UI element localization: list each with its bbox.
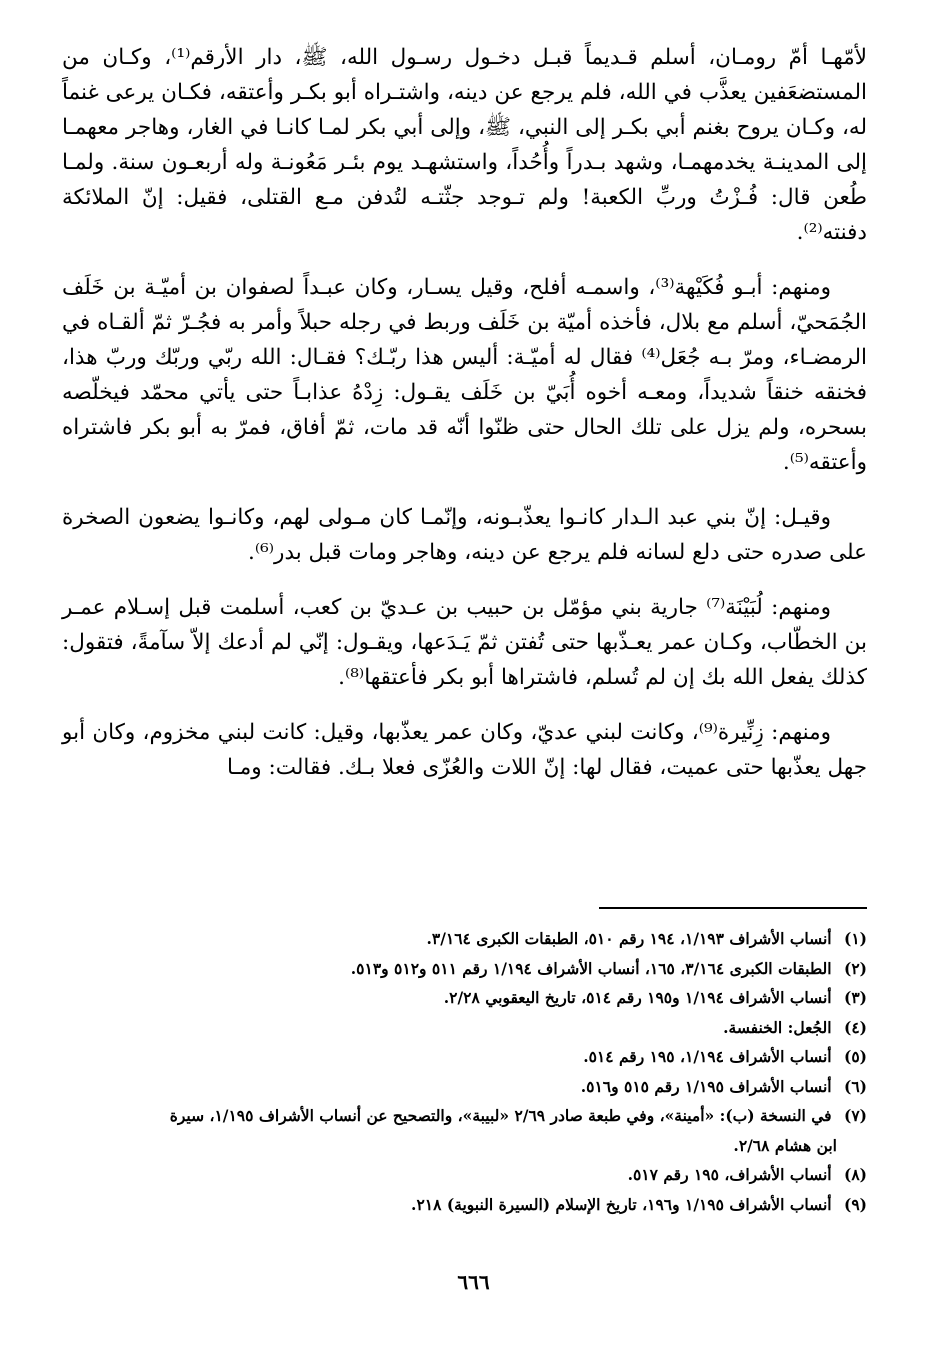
footnote-number: (٥) <box>843 1047 867 1066</box>
page-number: ٦٦٦ <box>457 1270 490 1294</box>
footnotes <box>62 924 867 1219</box>
footnote-6 <box>62 1072 867 1102</box>
footnote-number: (٤) <box>843 1017 867 1037</box>
footnote-text: أنساب الأشراف ١/١٩٣، ١٩٤ رقم ٥١٠، الطبقات الكبرى ٣/١٦٤. <box>426 929 832 948</box>
footnote-3 <box>62 983 867 1013</box>
footnote-text: أنساب الأشراف، ١٩٥ رقم ٥١٧. <box>627 1165 832 1184</box>
footnote-text: الجُعل: الخنفسة. <box>723 1017 832 1037</box>
footnote-1 <box>62 924 867 954</box>
footnote-number: (١) <box>843 929 867 948</box>
footnote-7 <box>62 1101 867 1160</box>
footnote-5 <box>62 1042 867 1072</box>
footnote-text: أنساب الأشراف ١/١٩٥ و١٩٦، تاريخ الإسلام (السيرة النبوية) ٢١٨. <box>411 1194 832 1214</box>
paragraph-4: ومنهم: لُبَيْنَة⁽⁷⁾ جارية بني مؤمّل بن حبيب بن عـديّ بن كعب، أسلمت قبل إسـلام عمـر بن الخطّاب، وكـان عمر يعـذّبها حتى تُفتن ثمّ يَـدَعها، ويقـول: إنّي لم أدعك إلاّ سآمةً، فتقول: كذلك يفعل الله بك إن لم تُسلم، فاشتراها أبو بكر فأعتقها⁽⁸⁾. <box>62 595 867 690</box>
paragraph-5: ومنهم: زِنِّيرة⁽⁹⁾، وكانت لبني عديّ، وكان عمر يعذّبها، وقيل: كانت لبني مخزوم، وكان أبو جهل يعذّبها حتى عميت، فقال لها: إنّ اللات والعُزّى فعلا بـك. فقالت: ومـا <box>62 720 867 780</box>
paragraph-3: وقيـل: إنّ بني عبد الـدار كانـوا يعذّبـونه، وإنّمـا كان مـولى لهم، وكانـوا يضعون الصخرة على صدره حتى دلع لسانه فلم يرجع عن دينه، وهاجر ومات قبل بدر⁽⁶⁾. <box>62 505 867 565</box>
paragraph-1: لأمّهـا أمّ رومـان، أسلم قـديماً قبـل دخـول رسـول الله، ﷺ، دار الأرقم⁽¹⁾، وكـان من المستضعَفين يعذَّب في الله، فلم يرجع عن دينه، واشتـراه أبو بكـر وأعتقه، فكـان يرعى غنماً له، وكـان يروح بغنم أبي بكـر إلى النبي، ﷺ، وإلى أبي بكر لمـا كانـا في الغار، وهاجر معهمـا إلى المدينـة يخدمهمـا، وشهد بـدراً وأُحُداً، واستشهـد يوم بئـر مَعُونـة وله أربعـون سنة. ولمـا طُعن قال: فُـزْتُ وربِّ الكعبة! ولم تـوجد جثّتـه لتُدفن مـع القتلى، فقيل: إنّ الملائكة دفنته⁽²⁾. <box>62 45 867 245</box>
main-text <box>62 40 867 805</box>
footnote-text: الطبقات الكبرى ٣/١٦٤، ١٦٥، أنساب الأشراف ١/١٩٤ رقم ٥١١ و٥١٢ و٥١٣. <box>350 958 832 978</box>
footnote-separator <box>599 907 867 909</box>
footnote-2 <box>62 954 867 984</box>
footnote-number: (٧) <box>843 1106 867 1125</box>
footnote-text: في النسخة (ب): «أمينة»، وفي طبعة صادر ٢/٦٩ «لبيبة»، والتصحيح عن أنساب الأشراف ١/١٩٥، سيرة <box>169 1106 832 1125</box>
footnote-continuation: ابن هشام ٢/٦٨. <box>733 1135 837 1155</box>
footnote-number: (٦) <box>843 1076 867 1096</box>
footnote-4 <box>62 1013 867 1043</box>
footnote-text: أنساب الأشراف ١/١٩٥ رقم ٥١٥ و٥١٦. <box>580 1076 832 1096</box>
footnote-number: (٢) <box>843 958 867 978</box>
paragraph-2: ومنهم: أبـو فُكَيْهة⁽³⁾، واسمـه أفلح، وقيل يسـار، وكان عبـداً لصفوان بن أميّـة بن خَلَف الجُمَحيّ، أسلم مع بلال، فأخذه أميّة بن خَلَف وربط في رجله حبلاً وأمر به فجُـرّ ثمّ ألقـاه في الرمضـاء، ومرّ بـه جُعَل⁽⁴⁾ فقال له أميّـة: أليس هذا ربّـك؟ فقـال: الله ربّي وربّك وربّ هذا، فخنقه خنقاً شديداً، ومعـه أخوه أُبَيّ بن خَلَف يقـول: زِدْهُ عذابـاً حتى يأتي محمّد فيخلّصه بسحره، ولم يزل على تلك الحال حتى ظنّوا أنّه قد مات، ثمّ أفاق، فمرّ به أبو بكر فاشتراه وأعتقه⁽⁵⁾. <box>62 275 867 475</box>
footnote-number: (٨) <box>843 1165 867 1184</box>
footnote-number: (٣) <box>843 988 867 1007</box>
footnote-number: (٩) <box>843 1194 867 1214</box>
footnote-text: أنساب الأشراف ١/١٩٤ و١٩٥ رقم ٥١٤، تاريخ اليعقوبي ٢/٢٨. <box>443 988 832 1007</box>
footnote-8 <box>62 1160 867 1190</box>
footnote-9 <box>62 1190 867 1220</box>
footnote-text: أنساب الأشراف ١/١٩٤، ١٩٥ رقم ٥١٤. <box>583 1047 832 1066</box>
